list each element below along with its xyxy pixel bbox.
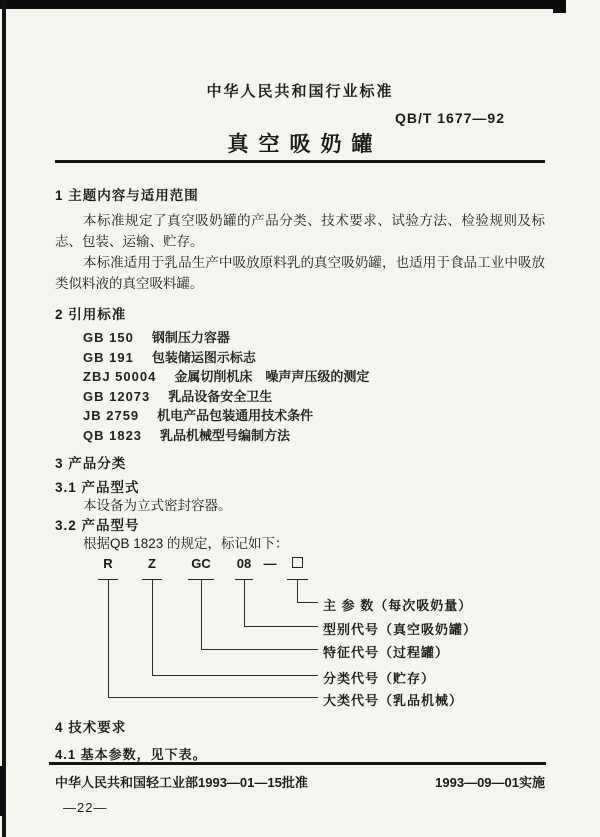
footer-rule bbox=[49, 762, 546, 765]
referenced-standard-row bbox=[83, 406, 543, 426]
code-feature: GC bbox=[191, 556, 211, 571]
scan-corner-mark bbox=[553, 0, 566, 13]
code-class: Z bbox=[148, 556, 156, 571]
section4-heading: 4 技术要求 bbox=[55, 720, 127, 735]
standard-name: 钢制压力容器 bbox=[151, 330, 230, 345]
standard-code: GB 150 bbox=[83, 330, 134, 345]
model-code-diagram bbox=[55, 553, 545, 715]
page-number: —22— bbox=[63, 800, 108, 815]
section1-heading: 1 主题内容与适用范围 bbox=[55, 188, 199, 203]
standard-name: 机电产品包装通用技术条件 bbox=[157, 408, 314, 423]
code-dash: — bbox=[263, 556, 277, 571]
footer-row bbox=[55, 772, 545, 791]
header-rule bbox=[55, 160, 545, 163]
label-class-code: 分类代号（贮存） bbox=[323, 671, 436, 686]
code-parameter-box bbox=[292, 557, 303, 568]
standard-code: JB 2759 bbox=[83, 408, 140, 423]
referenced-standard-row bbox=[83, 348, 543, 368]
referenced-standard-row bbox=[83, 328, 543, 348]
scan-bottom-left-mark bbox=[0, 766, 4, 816]
approval-note: 中华人民共和国轻工业部1993—01—15批准 bbox=[55, 775, 308, 790]
section3-heading: 3 产品分类 bbox=[55, 456, 127, 471]
label-feature-code: 特征代号（过程罐） bbox=[323, 645, 450, 660]
code-type: 08 bbox=[236, 556, 252, 571]
code-major-class: R bbox=[103, 556, 113, 571]
standard-name: 乳品机械型号编制方法 bbox=[160, 427, 291, 443]
standard-code: ZBJ 50004 bbox=[83, 369, 157, 384]
section3-1-heading: 3.1 产品型式 bbox=[55, 480, 140, 495]
connector-major-class bbox=[108, 580, 318, 698]
standard-code: GB 12073 bbox=[83, 388, 151, 404]
scan-left-border bbox=[2, 0, 6, 837]
section1-paragraph1: 本标准规定了真空吸奶罐的产品分类、技术要求、试验方法、检验规则及标志、包装、运输、贮存。 bbox=[55, 213, 545, 249]
standard-type-heading: 中华人民共和国行业标准 bbox=[206, 83, 394, 100]
standard-number: QB/T 1677—92 bbox=[394, 110, 505, 126]
label-major-class: 大类代号（乳品机械） bbox=[323, 693, 464, 708]
standard-name: 金属切削机床 噪声声压级的测定 bbox=[174, 369, 370, 384]
section3-2-heading: 3.2 产品型号 bbox=[55, 518, 140, 533]
standard-code: GB 191 bbox=[83, 349, 134, 365]
label-type-code: 型别代号（真空吸奶罐） bbox=[323, 622, 478, 637]
standard-name: 包装储运图示标志 bbox=[151, 349, 256, 365]
implementation-note: 1993—09—01实施 bbox=[435, 775, 545, 790]
section3-2-body: 根据QB 1823 的规定，标记如下： bbox=[83, 536, 289, 551]
standard-name: 乳品设备安全卫生 bbox=[168, 388, 273, 404]
standard-code: QB 1823 bbox=[83, 427, 143, 443]
section4-1-line: 4.1 基本参数，见下表。 bbox=[55, 747, 207, 762]
section2-heading: 2 引用标准 bbox=[55, 307, 127, 322]
page-content bbox=[55, 0, 545, 837]
document-title: 真空吸奶罐 bbox=[227, 133, 383, 156]
section1-paragraph2: 本标准适用于乳品生产中吸放原料乳的真空吸奶罐，也适用于食品工业中吸放类似料液的真空吸料罐。 bbox=[55, 255, 545, 291]
label-main-parameter: 主 参 数（每次吸奶量） bbox=[323, 598, 473, 613]
section3-1-body: 本设备为立式密封容器。 bbox=[83, 498, 232, 513]
referenced-standard-row bbox=[83, 367, 543, 387]
referenced-standards-list bbox=[83, 328, 543, 445]
referenced-standard-row bbox=[83, 387, 543, 407]
referenced-standard-row bbox=[83, 426, 543, 446]
